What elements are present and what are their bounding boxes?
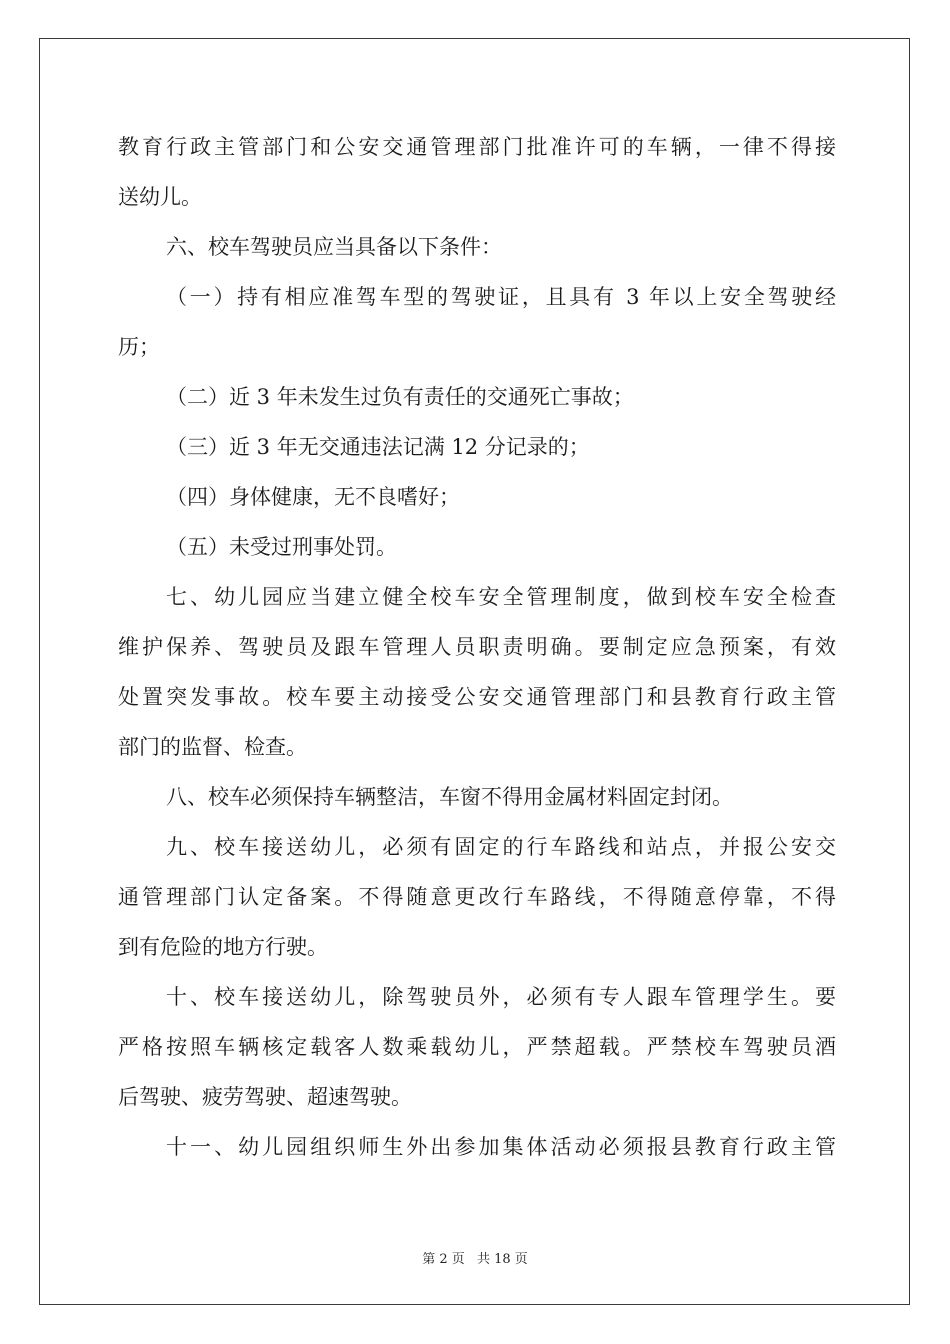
text-line: 处置突发事故。校车要主动接受公安交通管理部门和县教育行政主管	[118, 685, 836, 709]
section-heading-8: 八、校车必须保持车辆整洁，车窗不得用金属材料固定封闭。	[166, 785, 733, 809]
list-item: （五）未受过刑事处罚。	[166, 535, 397, 559]
page-footer	[0, 1248, 950, 1267]
text-line: 到有危险的地方行驶。	[118, 935, 328, 959]
section-heading-9: 九、校车接送幼儿，必须有固定的行车路线和站点，并报公安交	[166, 835, 836, 859]
text-line: 后驾驶、疲劳驾驶、超速驾驶。	[118, 1085, 412, 1109]
section-heading-11: 十一、幼儿园组织师生外出参加集体活动必须报县教育行政主管	[166, 1135, 836, 1159]
list-item: （三）近 3 年无交通违法记满 12 分记录的；	[166, 435, 590, 459]
section-heading-10: 十、校车接送幼儿，除驾驶员外，必须有专人跟车管理学生。要	[166, 985, 836, 1009]
text-line: 教育行政主管部门和公安交通管理部门批准许可的车辆，一律不得接	[118, 135, 836, 159]
section-heading-7: 七、幼儿园应当建立健全校车安全管理制度，做到校车安全检查	[166, 585, 836, 609]
list-item: （四）身体健康，无不良嗜好；	[166, 485, 460, 509]
text-line: 部门的监督、检查。	[118, 735, 307, 759]
text-line: 维护保养、驾驶员及跟车管理人员职责明确。要制定应急预案，有效	[118, 635, 836, 659]
text-line: 送幼儿。	[118, 185, 202, 209]
section-heading-6: 六、校车驾驶员应当具备以下条件：	[166, 235, 502, 259]
page-total: 共 18 页	[476, 1252, 528, 1267]
text-line: （一）持有相应准驾车型的驾驶证，且具有 3 年以上安全驾驶经	[166, 285, 836, 309]
text-line: 历；	[118, 335, 160, 359]
document-body	[118, 122, 836, 1172]
text-line: 严格按照车辆核定载客人数乘载幼儿，严禁超载。严禁校车驾驶员酒	[118, 1035, 836, 1059]
page-number: 第 2 页	[422, 1252, 465, 1267]
list-item: （二）近 3 年未发生过负有责任的交通死亡事故；	[166, 385, 634, 409]
text-line: 通管理部门认定备案。不得随意更改行车路线，不得随意停靠，不得	[118, 885, 836, 909]
